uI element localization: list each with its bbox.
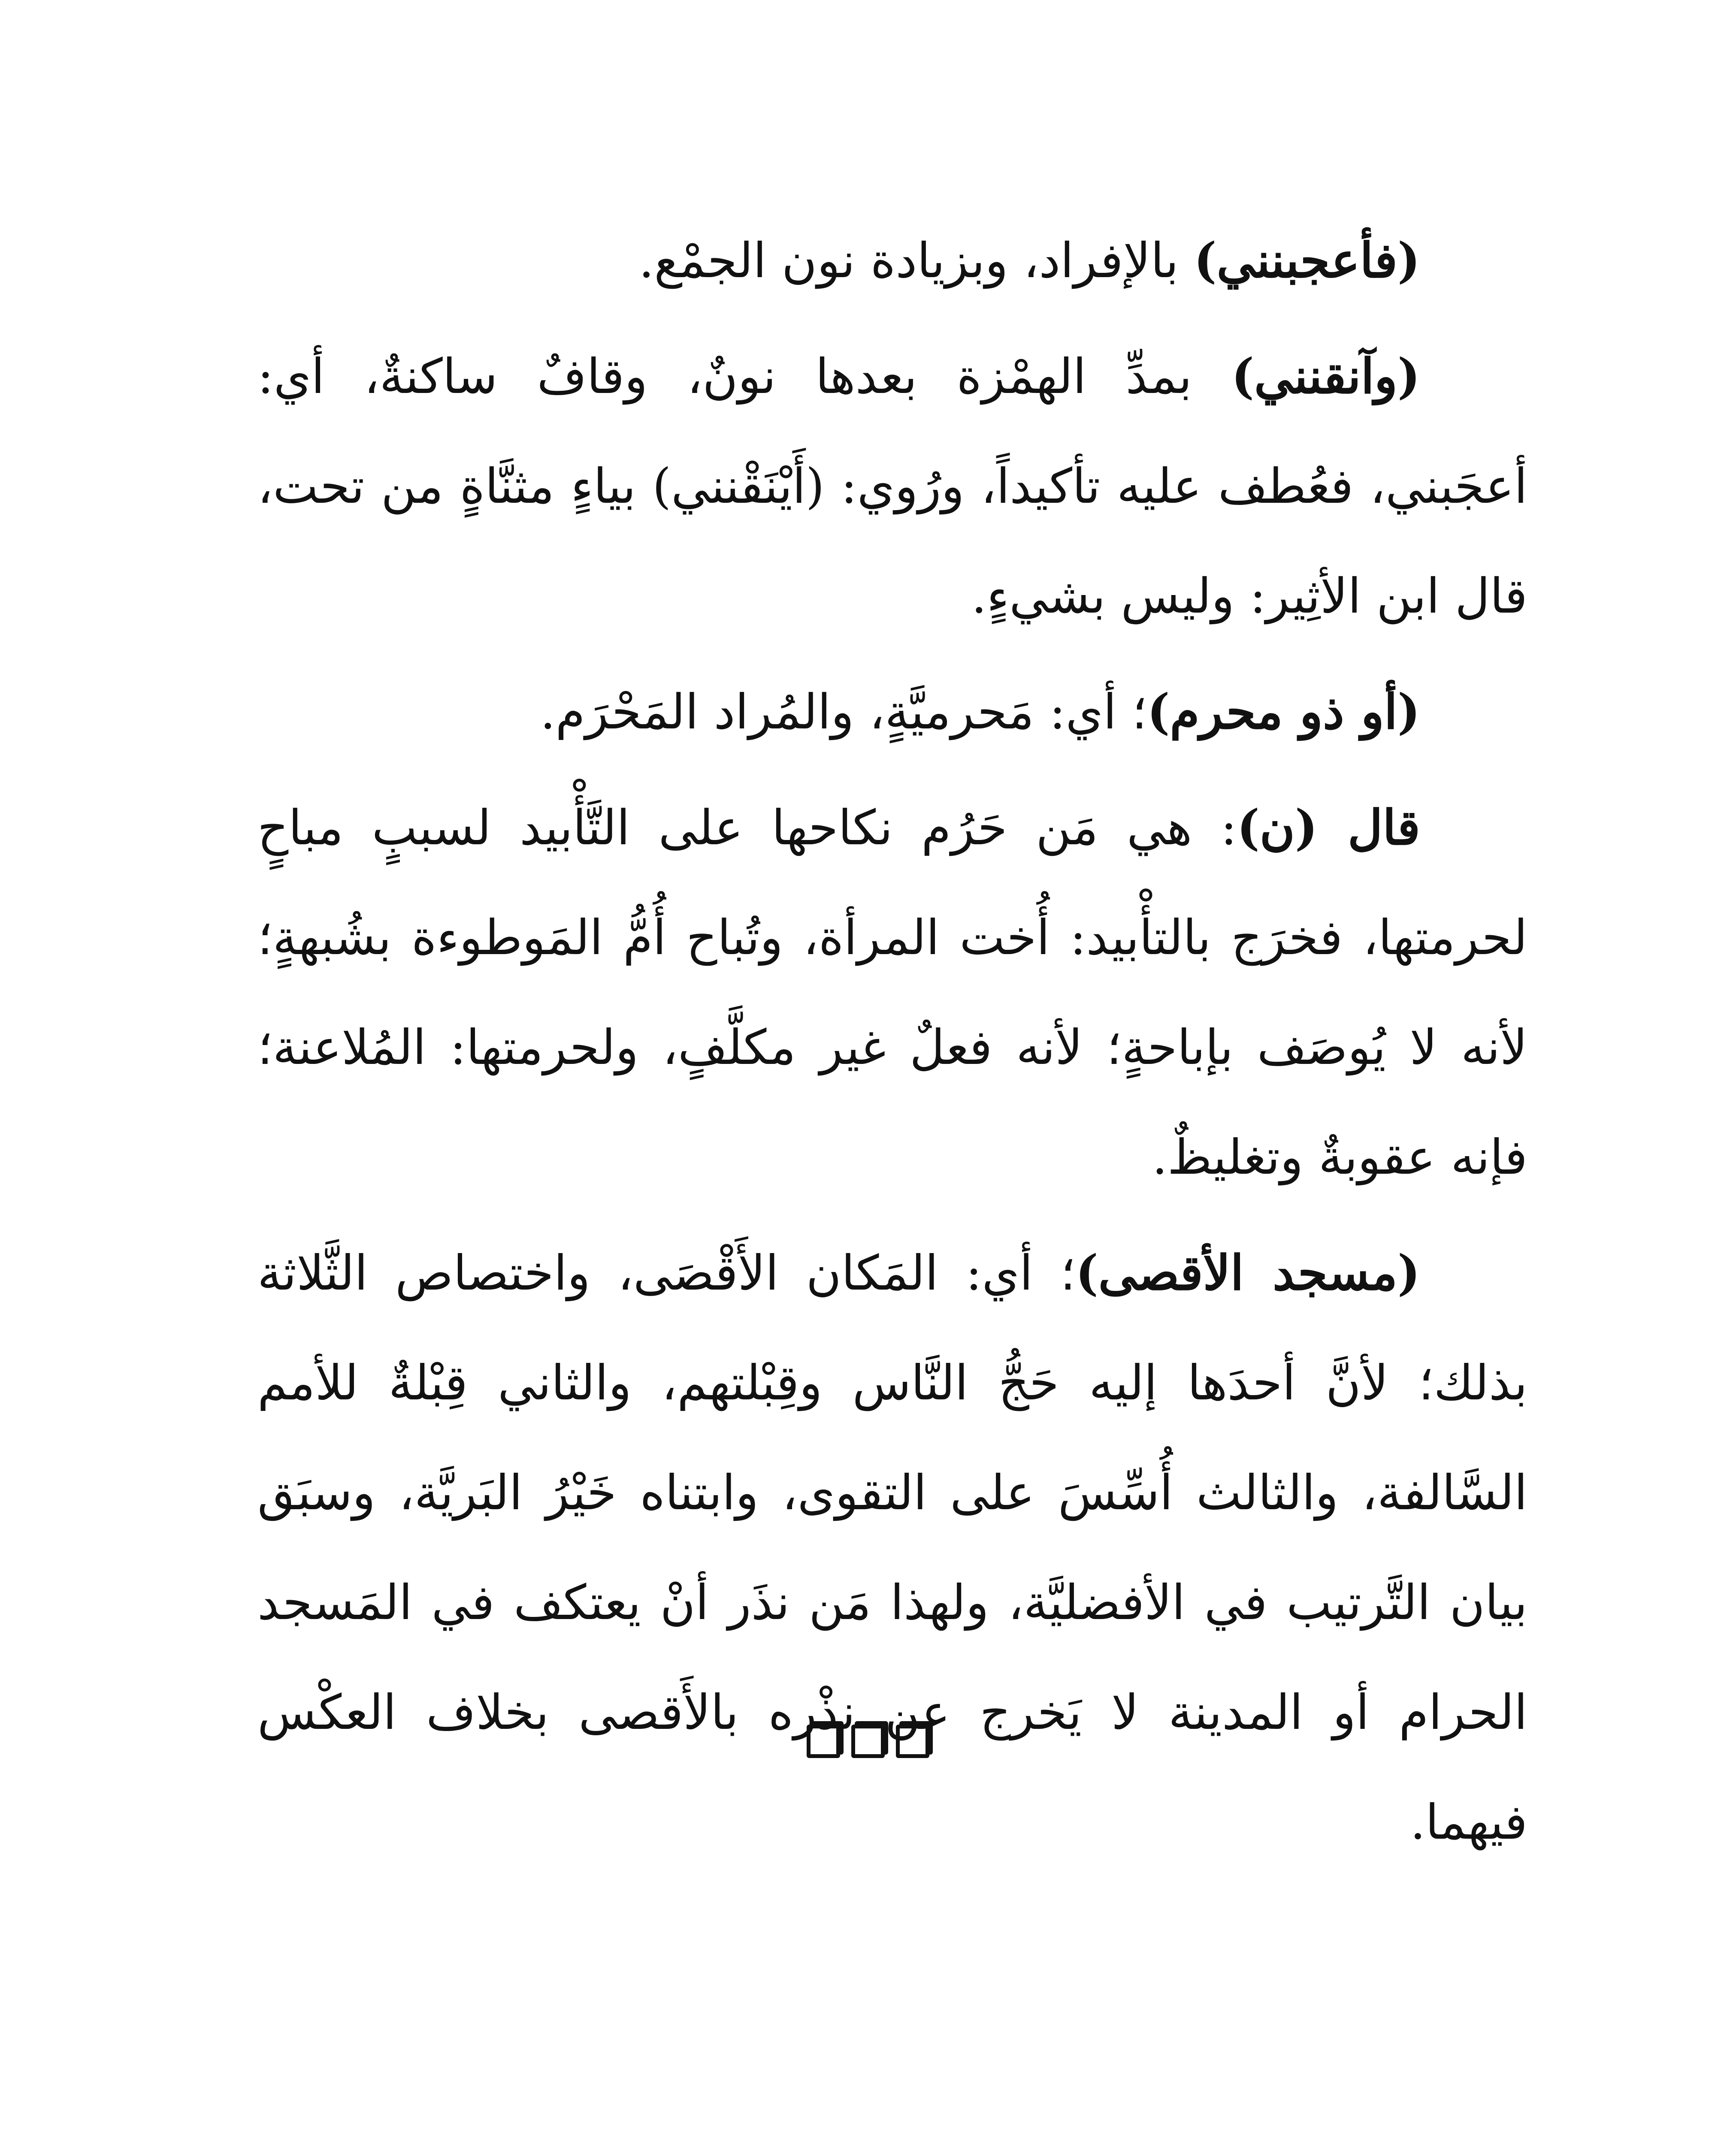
paragraph-lead: (مسجد الأقصى): [1075, 1245, 1420, 1301]
paragraph-body: بالإفراد، وبزيادة نون الجمْع.: [638, 233, 1194, 289]
paragraph-3: [257, 657, 1527, 767]
paragraph-body: ؛ أي: مَحرميَّةٍ، والمُراد المَحْرَم.: [540, 684, 1147, 740]
paragraph-2: [257, 322, 1527, 651]
paragraph-lead: (وآنقنني): [1231, 348, 1420, 405]
paragraph-lead: (فأعجبنني): [1194, 233, 1420, 289]
paragraph-lead: قال (ن): [1237, 800, 1421, 856]
paragraph-body: بمدِّ الهمْزة بعدها نونٌ، وقافٌ ساكنةٌ، أي: أعجَبني، فعُطف عليه تأكيداً، ورُوي: (أَيْنَقْنني) بياءٍ مثنَّاةٍ من تحت، قال ابن الأثِير: وليس بشيءٍ.: [257, 349, 1527, 624]
paragraph-1: [257, 206, 1527, 316]
square-ornament-icon: [807, 1725, 840, 1758]
commentary-text: [257, 206, 1527, 1883]
paragraph-lead: (أو ذو محرم): [1147, 684, 1420, 740]
paragraph-4: [257, 773, 1527, 1212]
square-ornament-icon: [851, 1725, 885, 1758]
paragraph-body: : هي مَن حَرُم نكاحها على التَّأْبيد لسببٍ مباحٍ لحرمتها، فخرَج بالتأْبيد: أُخت المرأة، وتُباح أُمُّ المَوطوءة بشُبهةٍ؛ لأنه لا يُوصَف بإباحةٍ؛ لأنه فعلٌ غير مكلَّفٍ، ولحرمتها: المُلاعنة؛ فإنه عقوبةٌ وتغليظٌ.: [257, 800, 1527, 1185]
paragraph-body: ؛ أي: المَكان الأَقْصَى، واختصاص الثَّلاثة بذلك؛ لأنَّ أحدَها إليه حَجُّ النَّاس وقِبْلتهم، والثاني قِبْلةٌ للأمم السَّالفة، والثالث أُسِّسَ على التقوى، وابتناه خَيْرُ البَريَّة، وسبَق بيان التَّرتيب في الأفضليَّة، ولهذا مَن نذَر أنْ يعتكف في المَسجد الحرام أو المدينة لا يَخرج عن نذْره بالأَقصى بخلاف العكْس فيهما.: [257, 1245, 1527, 1850]
section-separator: [0, 1725, 1736, 1758]
square-ornament-icon: [896, 1725, 929, 1758]
paragraph-5: [257, 1218, 1527, 1877]
